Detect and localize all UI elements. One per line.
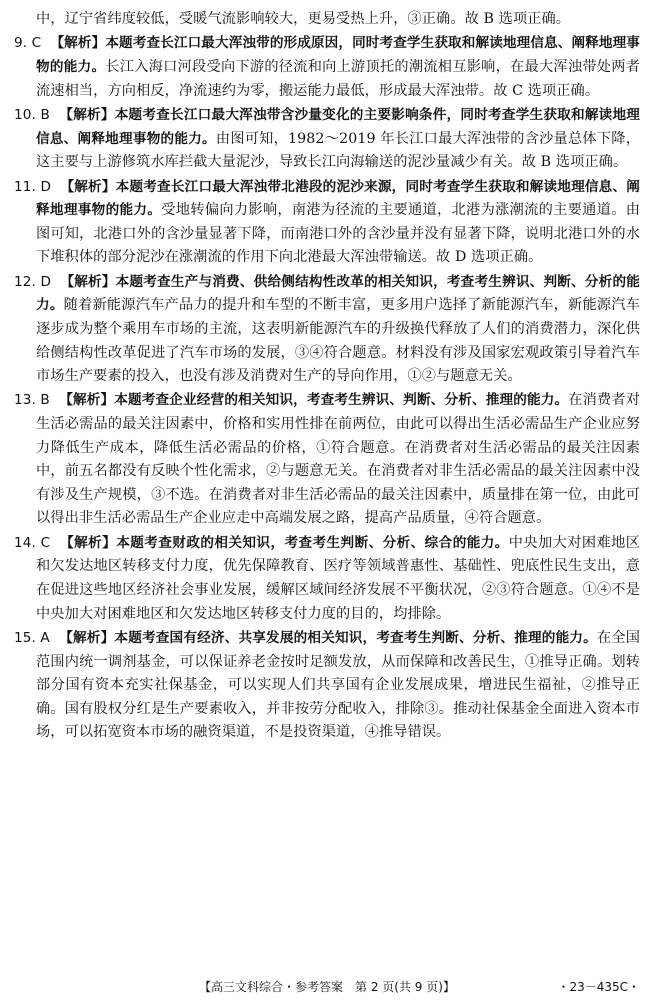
analysis-summary: 本题考查长江口最大浑浊带的形成原因，同时考查学生获取和解读地理信息、阐释地理事物的能力。	[36, 35, 640, 75]
footer-code: ・23－435C・	[557, 980, 640, 994]
analysis-text: 由图可知，1982～2019 年长江口最大浑浊带的含沙量总体下降，这主要与上游修筑水库拦截大量泥沙，导致长江向海输送的泥沙量减少有关。故 B 选项正确。	[36, 130, 640, 171]
analysis-tag: 【解析】	[60, 178, 116, 195]
analysis-tag: 【解析】	[59, 106, 115, 123]
question-number: 15. A	[14, 630, 50, 647]
answer-item-13	[14, 389, 640, 531]
analysis-summary: 本题考查财政的相关知识，考查考生判断、分析、综合的能力。	[116, 534, 509, 551]
footer-page-info: 【高三文科综合・参考答案 第 2 页(共 9 页)】	[199, 980, 455, 994]
analysis-summary: 本题考查长江口最大浑浊带北港段的泥沙来源，同时考查学生获取和解读地理信息、阐释地理事物的能力。	[36, 178, 640, 219]
analysis-tag: 【解析】	[60, 534, 117, 551]
question-number: 11. D	[14, 178, 52, 195]
answer-item-10	[14, 104, 640, 175]
analysis-text: 受地转偏向力影响，南港为径流的主要通道，北港为涨潮流的主要通道。由图可知，北港口外的含沙量显著下降，而南港口外的含沙量并没有显著下降，说明北港口外的水下堆积体的部分泥沙在涨潮流的作用下向北港最大浑浊带输送。故 D 选项正确。	[36, 202, 640, 266]
analysis-summary: 本题考查国有经济、共享发展的相关知识，考查考生判断、分析、推理的能力。	[114, 630, 597, 647]
analysis-summary: 本题考查企业经营的相关知识，考查考生辨识、判断、分析、推理的能力。	[114, 392, 569, 409]
analysis-tag: 【解析】	[59, 392, 115, 409]
answer-content	[14, 8, 640, 746]
analysis-text: 长江入海口河段受向下游的径流和向上游顶托的潮流相互影响，在最大浑浊带处两者流速相当，方向相反，净流速约为零，搬运能力最低，形成最大浑浊带。故 C 选项正确。	[36, 58, 641, 99]
question-number: 14. C	[14, 534, 51, 551]
answer-item-9	[14, 32, 640, 103]
page-footer	[14, 978, 640, 998]
analysis-tag: 【解析】	[60, 273, 116, 290]
question-number: 12. D	[14, 273, 52, 290]
question-number: 9. C	[14, 35, 42, 52]
analysis-text: 在全国范围内统一调剂基金，可以保证养老金按时足额发放，从而保障和改善民生，①推导正确。划转部分国有资本充实社保基金，可以实现人们共享国有企业发展成果，增进民生福祉，②推导正确。国有股权分红是生产要素收入，并非按劳分配收入，排除③。推动社保基金全面进入资本市场，可以拓宽资本市场的融资渠道，不是投资渠道，④推导错误。	[36, 630, 640, 741]
question-number: 10. B	[14, 106, 50, 123]
answer-item-12	[14, 271, 640, 389]
analysis-tag: 【解析】	[59, 630, 115, 647]
analysis-summary: 本题考查生产与消费、供给侧结构性改革的相关知识，考查考生辨识、判断、分析的能力。	[36, 273, 640, 314]
answer-item-11	[14, 176, 640, 270]
analysis-text: 中央加大对困难地区和欠发达地区转移支付力度，优先保障教育、医疗等领域普惠性、基础性、兜底性民生支出，意在促进这些地区经济社会事业发展，缓解区域间经济发展不平衡状况，②③符合题意。①④不是中央加大对困难地区和欠发达地区转移支付力度的目的，均排除。	[36, 534, 640, 622]
analysis-text: 随着新能源汽车产品力的提升和车型的不断丰富，更多用户选择了新能源汽车，新能源汽车逐步成为整个乘用车市场的主流，这表明新能源汽车的升级换代释放了人们的消费潜力，深化供给侧结构性改革促进了汽车市场的发展，③④符合题意。材料没有涉及国家宏观政策引导着汽车市场生产要素的投入，也没有涉及消费对生产的导向作用，①②与题意无关。	[36, 297, 640, 385]
analysis-tag: 【解析】	[50, 35, 106, 52]
intro-continuation: 中，辽宁省纬度较低，受暖气流影响较大，更易受热上升，③正确。故 B 选项正确。	[36, 11, 571, 27]
analysis-summary: 本题考查长江口最大浑浊带含沙量变化的主要影响条件，同时考查学生获取和解读地理信息、阐释地理事物的能力。	[36, 106, 641, 147]
answer-item-15	[14, 627, 640, 745]
analysis-text: 在消费者对生活必需品的最关注因素中，价格和实用性排在前两位，由此可以得出生活必需品生产企业应努力降低生产成本，降低生活必需品的价格，①符合题意。在消费者对生活必需品的最关注因素中，前五名都没有反映个性化需求，②与题意无关。在消费者对非生活必需品的最关注因素中没有涉及生产规模，③不选。在消费者对非生活必需品的最关注因素中，质量排在第一位，由此可以得出非生活必需品生产企业应走中高端发展之路，提高产品质量，④符合题意。	[36, 392, 640, 527]
question-number: 13. B	[14, 392, 50, 409]
answer-item-14	[14, 532, 640, 626]
